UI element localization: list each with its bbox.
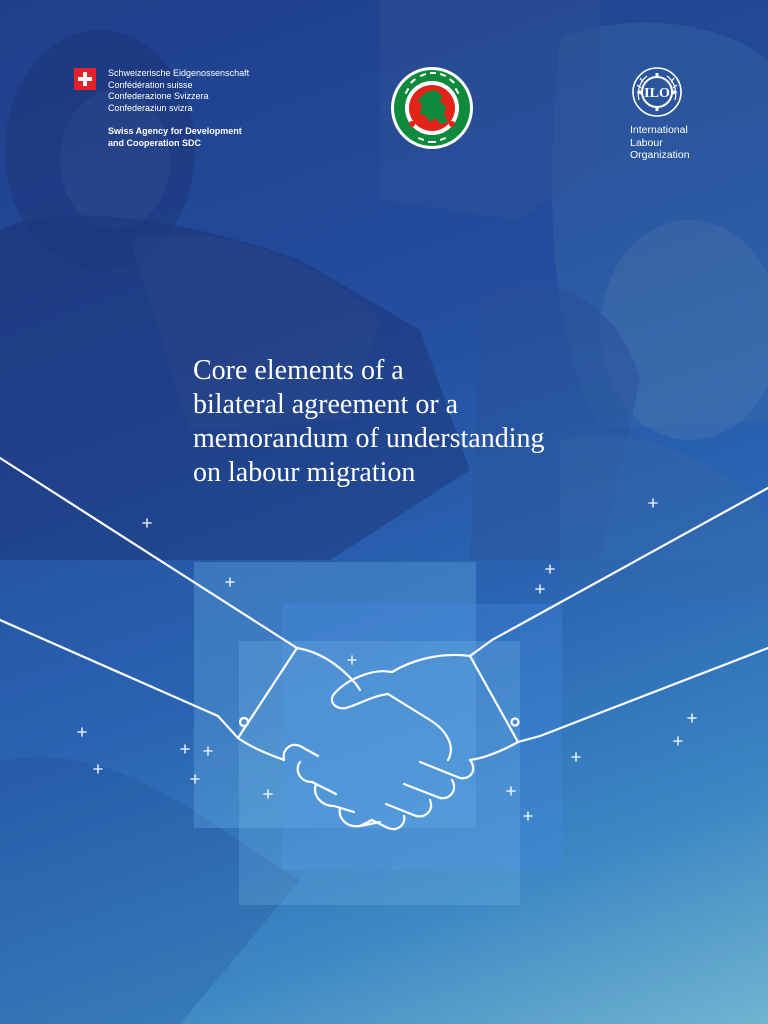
swiss-agency-line-1: Swiss Agency for Development — [108, 126, 242, 136]
ilo-mark-text: ILO — [644, 86, 670, 101]
title-line-3: memorandum of understanding — [193, 423, 545, 454]
swiss-name-it: Confederazione Svizzera — [108, 91, 209, 101]
ilo-name-line-1: International — [630, 124, 688, 136]
ilo-name-line-3: Organization — [630, 149, 690, 161]
swiss-name-rm: Confederaziun svizra — [108, 102, 193, 113]
swiss-name-fr: Confédération suisse — [108, 79, 193, 90]
title-line-2: bilateral agreement or a — [193, 389, 459, 420]
swiss-agency-line-2: and Cooperation SDC — [108, 137, 202, 148]
swiss-name-de: Schweizerische Eidgenossenschaft — [108, 68, 250, 78]
ilo-name-line-2: Labour — [630, 136, 663, 149]
handshake-line-art-icon — [0, 458, 768, 829]
title-line-1: Core elements of a — [193, 355, 404, 386]
sparkle-icons — [78, 499, 696, 820]
title-line-4: on labour migration — [193, 457, 416, 488]
